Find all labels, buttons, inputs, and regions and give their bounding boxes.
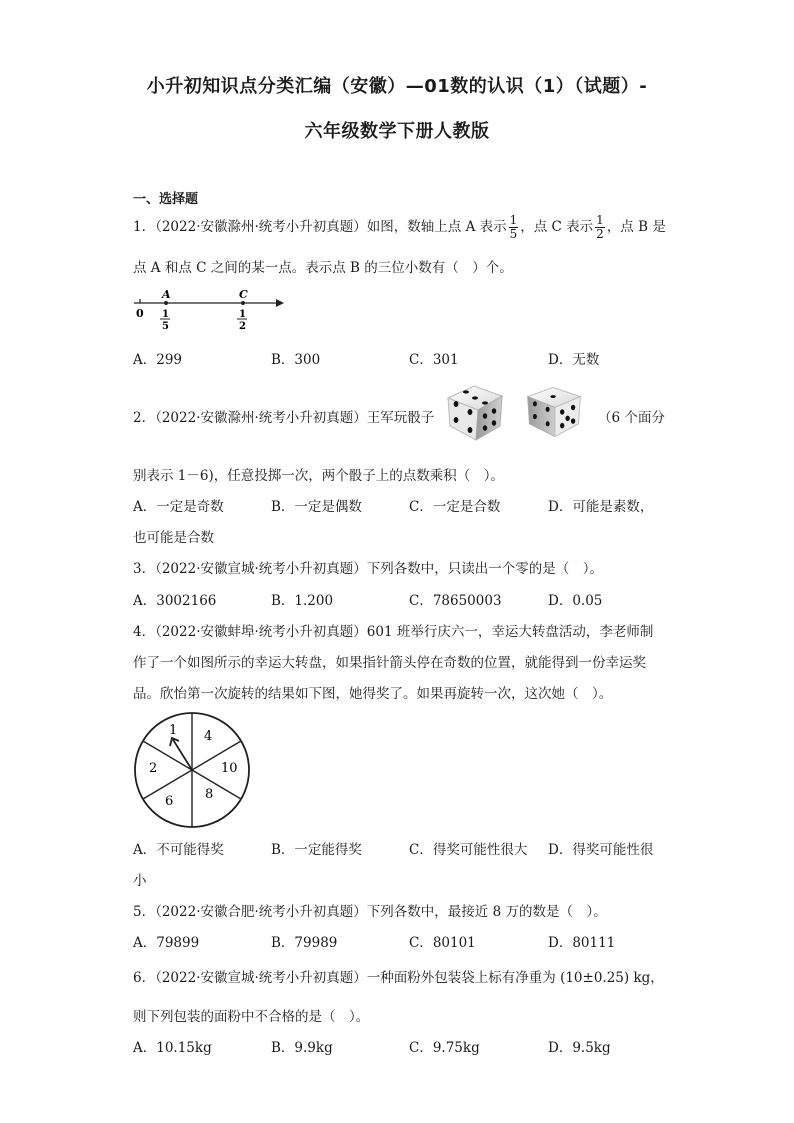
point-c-dot [241,301,245,305]
question-4-line-1: 4．（2022·安徽蚌埠·统考小升初真题）601 班举行庆六一，幸运大转盘活动，李老师制 [133,624,654,640]
wheel-number-2: 2 [149,761,158,776]
q3-option-d: D．0.05 [548,593,603,609]
q6-option-a: A．10.15kg [133,1040,212,1056]
q5-option-a: A．79899 [133,935,200,951]
q5-option-d: D．80111 [548,935,616,951]
question-4-line-2: 作了一个如图所示的幸运大转盘，如果指针箭头停在奇数的位置，就能得到一份幸运奖 [133,655,646,671]
wheel-number-1: 1 [169,723,178,738]
section-heading: 一、选择题 [133,192,199,207]
q4-option-a: A．不可能得奖 [133,842,224,858]
label-a: A [162,288,171,301]
question-3-stem: 3．（2022·安徽宣城·统考小升初真题）下列各数中，只读出一个零的是（ ）。 [133,561,604,577]
label-c-denominator: 2 [239,321,246,332]
number-line-figure [130,285,290,335]
wheel-number-10: 10 [221,761,238,776]
question-2-stem-a: 2．（2022·安徽滁州·统考小升初真题）王军玩骰子 [133,410,435,426]
q4-option-b: B．一定能得奖 [271,842,362,858]
page-title-line-1: 小升初知识点分类汇编（安徽）—01数的认识（1）（试题）- [146,76,648,97]
q2-option-d: D．可能是素数， [548,499,654,515]
q1-stem-part-b: ，点 C 表示 [520,219,594,235]
dice-icon [442,382,508,444]
q3-option-c: C．78650003 [409,593,502,609]
q1-stem-part-c: ，点 B 是 [606,219,666,235]
q4-option-c: C．得奖可能性很大 [409,842,528,858]
fraction-denominator: 2 [596,227,604,241]
q1-option-b: B．300 [271,352,321,368]
q5-option-b: B．79989 [271,935,338,951]
q5-option-c: C．80101 [409,935,476,951]
fraction-one-half [595,214,605,241]
label-a-denominator: 5 [162,321,169,332]
question-1-stem [133,214,666,241]
label-c-numerator: 1 [239,309,246,320]
point-a-dot [164,301,168,305]
q3-option-a: A．3002166 [133,593,217,609]
question-5-stem: 5．（2022·安徽合肥·统考小升初真题）下列各数中，最接近 8 万的数是（ ）。 [133,904,607,920]
label-c: C [239,288,248,301]
q2-option-d-continued: 也可能是合数 [133,530,214,546]
dice-icon [524,382,584,442]
q2-option-a: A．一定是奇数 [133,499,224,515]
page-title-line-2: 六年级数学下册人教版 [304,121,490,142]
q4-option-d: D．得奖可能性很 [548,842,654,858]
q1-option-c: C．301 [409,352,459,368]
label-zero: 0 [136,307,144,320]
question-6-line-1: 6．（2022·安徽宣城·统考小升初真题）一种面粉外包装袋上标有净重为 (10±0.25) kg， [133,970,664,986]
fraction-one-fifth [509,214,519,241]
q1-option-a: A．299 [133,352,183,368]
question-2-line-2: 别表示 1－6)，任意投掷一次，两个骰子上的点数乘积（ ）。 [133,468,504,484]
q2-option-c: C．一定是合数 [409,499,501,515]
q3-option-b: B．1.200 [271,593,334,609]
wheel-number-6: 6 [165,794,174,809]
label-a-numerator: 1 [162,309,169,320]
question-4-line-3: 品。欣怡第一次旋转的结果如下图，她得奖了。如果再旋转一次，这次她（ ）。 [133,686,613,702]
q6-option-c: C．9.75kg [409,1040,480,1056]
question-2-stem-b: （6 个面分 [598,410,665,426]
q6-option-d: D．9.5kg [548,1040,611,1056]
wheel-number-4: 4 [204,729,213,744]
question-1-line-2: 点 A 和点 C 之间的某一点。表示点 B 的三位小数有（ ）个。 [133,260,513,276]
q1-stem-part-a: 1．（2022·安徽滁州·统考小升初真题）如图，数轴上点 A 表示 [133,219,507,235]
fraction-numerator: 1 [596,213,604,227]
q6-option-b: B．9.9kg [271,1040,333,1056]
wheel-number-8: 8 [205,787,214,802]
q4-option-d-continued: 小 [133,873,147,889]
fraction-denominator: 5 [509,227,518,241]
q1-option-d: D．无数 [548,352,600,368]
lucky-wheel-figure [132,710,252,830]
q2-option-b: B．一定是偶数 [271,499,362,515]
arrow-head-icon [276,299,284,307]
question-6-line-2: 则下列包装的面粉中不合格的是（ ）。 [133,1009,370,1025]
fraction-numerator: 1 [509,213,518,227]
